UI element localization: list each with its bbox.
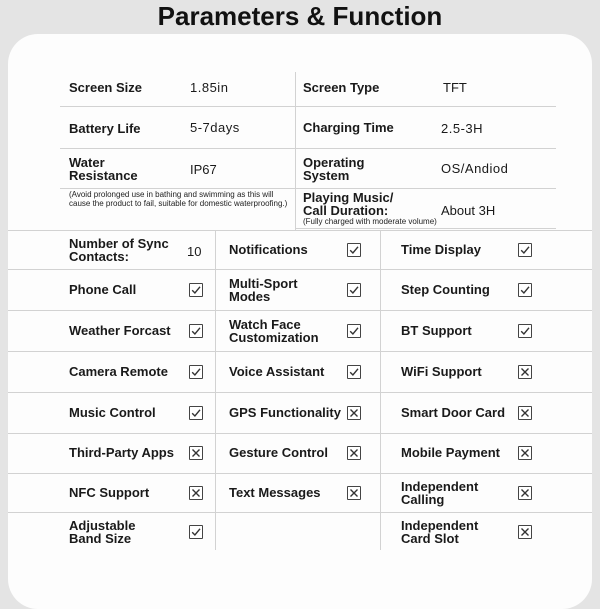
feature-label-weather-forcast: Weather Forcast	[69, 322, 171, 338]
divider	[8, 392, 592, 393]
divider	[8, 473, 592, 474]
divider	[8, 351, 592, 352]
check-icon	[189, 365, 203, 379]
screen-type-value: TFT	[443, 80, 467, 95]
feature-label-notifications: Notifications	[229, 241, 308, 257]
cross-icon	[518, 446, 532, 460]
divider	[60, 106, 556, 107]
feature-label-third-party-apps: Third-Party Apps	[69, 445, 174, 460]
divider	[60, 148, 556, 149]
music-duration-label: Playing Music/ Call Duration:	[303, 190, 394, 218]
feature-label-music-control: Music Control	[69, 404, 156, 420]
feature-label-wifi-support: WiFi Support	[401, 363, 482, 379]
music-duration-value: About 3H	[441, 203, 496, 218]
check-icon	[518, 283, 532, 297]
cross-icon	[518, 525, 532, 539]
divider	[8, 512, 592, 513]
screen-size-value: 1.85in	[190, 80, 229, 95]
cross-icon	[518, 406, 532, 420]
feature-label-camera-remote: Camera Remote	[69, 363, 168, 379]
cross-icon	[347, 406, 361, 420]
feature-label-voice-assistant: Voice Assistant	[229, 363, 325, 379]
screen-type-label: Screen Type	[303, 80, 380, 95]
divider	[60, 188, 556, 189]
feature-label-smart-door-card: Smart Door Card	[401, 404, 506, 420]
divider	[296, 228, 556, 229]
feature-label-watch-face-customization: Watch Face Customization	[229, 316, 319, 345]
feature-label-time-display: Time Display	[401, 241, 481, 257]
cross-icon	[518, 365, 532, 379]
feature-label-mobile-payment: Mobile Payment	[401, 445, 500, 460]
sync-contacts-label: Number of Sync Contacts:	[69, 236, 169, 264]
feature-label-bt-support: BT Support	[401, 322, 472, 338]
cross-icon	[347, 486, 361, 500]
check-icon	[189, 283, 203, 297]
cross-icon	[518, 486, 532, 500]
parameters-card	[8, 34, 592, 609]
charging-time-value: 2.5-3H	[441, 121, 484, 136]
divider	[380, 230, 381, 550]
charging-time-label: Charging Time	[303, 120, 394, 135]
check-icon	[347, 243, 361, 257]
water-note: (Avoid prolonged use in bathing and swimming as this will cause the product to fail, suitable for domestic waterproofing.)	[69, 190, 288, 208]
check-icon	[518, 324, 532, 338]
water-resistance-value: IP67	[190, 162, 217, 177]
divider	[8, 269, 592, 270]
operating-system-label: Operating System	[303, 155, 365, 183]
feature-label-phone-call: Phone Call	[69, 281, 137, 297]
screen-size-label: Screen Size	[69, 80, 142, 95]
cross-icon	[189, 486, 203, 500]
feature-label-nfc-support: NFC Support	[69, 484, 150, 500]
check-icon	[189, 406, 203, 420]
feature-label-gps-functionality: GPS Functionality	[229, 404, 341, 420]
divider	[295, 72, 296, 230]
page-title: Parameters & Function	[157, 1, 443, 31]
check-icon	[189, 525, 203, 539]
check-icon	[347, 283, 361, 297]
cross-icon	[347, 446, 361, 460]
music-duration-note: (Fully charged with moderate volume)	[303, 217, 437, 226]
battery-life-label: Battery Life	[69, 121, 141, 136]
divider	[8, 230, 592, 231]
check-icon	[518, 243, 532, 257]
feature-label-text-messages: Text Messages	[229, 484, 321, 500]
divider	[8, 433, 592, 434]
feature-label-gesture-control: Gesture Control	[229, 445, 328, 460]
battery-life-value: 5-7days	[190, 120, 240, 135]
check-icon	[347, 365, 361, 379]
check-icon	[189, 324, 203, 338]
divider	[8, 310, 592, 311]
cross-icon	[189, 446, 203, 460]
feature-label-independent-calling: Independent Calling	[401, 478, 479, 507]
feature-label-adjustable-band-size: Adjustable Band Size	[69, 518, 136, 546]
feature-label-step-counting: Step Counting	[401, 281, 490, 297]
sync-contacts-value: 10	[187, 244, 202, 259]
feature-label-independent-card-slot: Independent Card Slot	[401, 518, 479, 546]
divider	[215, 230, 216, 550]
feature-label-multi-sport-modes: Multi-Sport Modes	[229, 275, 298, 304]
operating-system-value: OS/Andiod	[441, 161, 509, 176]
water-resistance-label: Water Resistance	[69, 155, 138, 183]
check-icon	[347, 324, 361, 338]
